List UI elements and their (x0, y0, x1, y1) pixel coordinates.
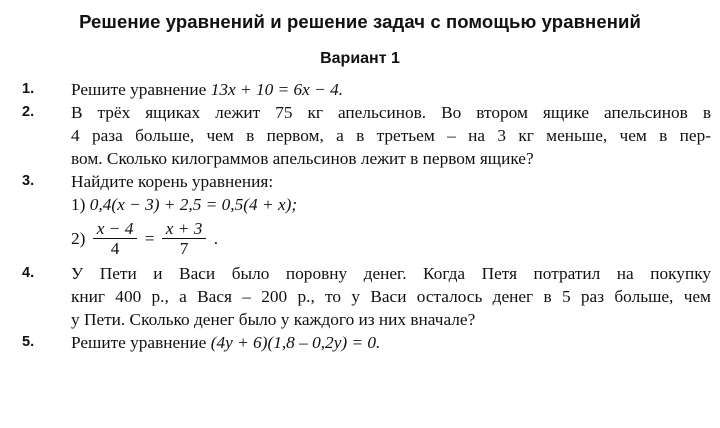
fraction-numerator: x + 3 (162, 219, 207, 239)
task-line: вом. Сколько килограммов апельсинов лежит в первом ящике? (71, 149, 534, 168)
task-number: 3. (22, 173, 35, 189)
page-title: Решение уравнений и решение задач с помощью уравнений (79, 11, 641, 32)
task-text (71, 78, 711, 101)
task-intro: Найдите корень уравнения: (71, 172, 274, 191)
task-number: 1. (22, 81, 35, 97)
task-line: книг 400 р., а Вася – 200 р., то у Васи осталось денег в 5 раз больше, чем (71, 287, 711, 306)
task-number: 2. (22, 104, 35, 120)
task-line: В трёх ящиках лежит 75 кг апельсинов. Во втором ящике апельсинов в (71, 103, 711, 122)
equals-sign: = (144, 229, 155, 248)
subtask-2 (71, 219, 711, 258)
period: . (213, 229, 219, 248)
task-number: 5. (22, 334, 35, 350)
subtask-label: 1) (71, 195, 86, 214)
equation: 0,4(x − 3) + 2,5 = 0,5(4 + x); (89, 195, 298, 214)
task-text (71, 331, 711, 354)
fraction-numerator: x − 4 (93, 219, 138, 239)
subtask-1 (71, 193, 711, 216)
fraction-denominator: 7 (179, 239, 189, 258)
subtask-label: 2) (71, 229, 86, 248)
task-prompt: Решите уравнение (71, 333, 207, 352)
fraction-right (162, 219, 207, 258)
variant-label: Вариант 1 (320, 50, 400, 67)
task-line: у Пети. Сколько денег было у каждого из них вначале? (71, 310, 476, 329)
task-line: У Пети и Васи было поровну денег. Когда Петя потратил на покупку (71, 264, 711, 283)
equation: 13x + 10 = 6x − 4. (210, 80, 344, 99)
task-number: 4. (22, 265, 35, 281)
task-prompt: Решите уравнение (71, 80, 207, 99)
fraction-denominator: 4 (110, 239, 120, 258)
equation: (4y + 6)(1,8 – 0,2y) = 0. (210, 333, 381, 352)
task-line: 4 раза больше, чем в первом, а в третьем – на 3 кг меньше, чем в пер- (71, 126, 711, 145)
fraction-left (93, 219, 138, 258)
